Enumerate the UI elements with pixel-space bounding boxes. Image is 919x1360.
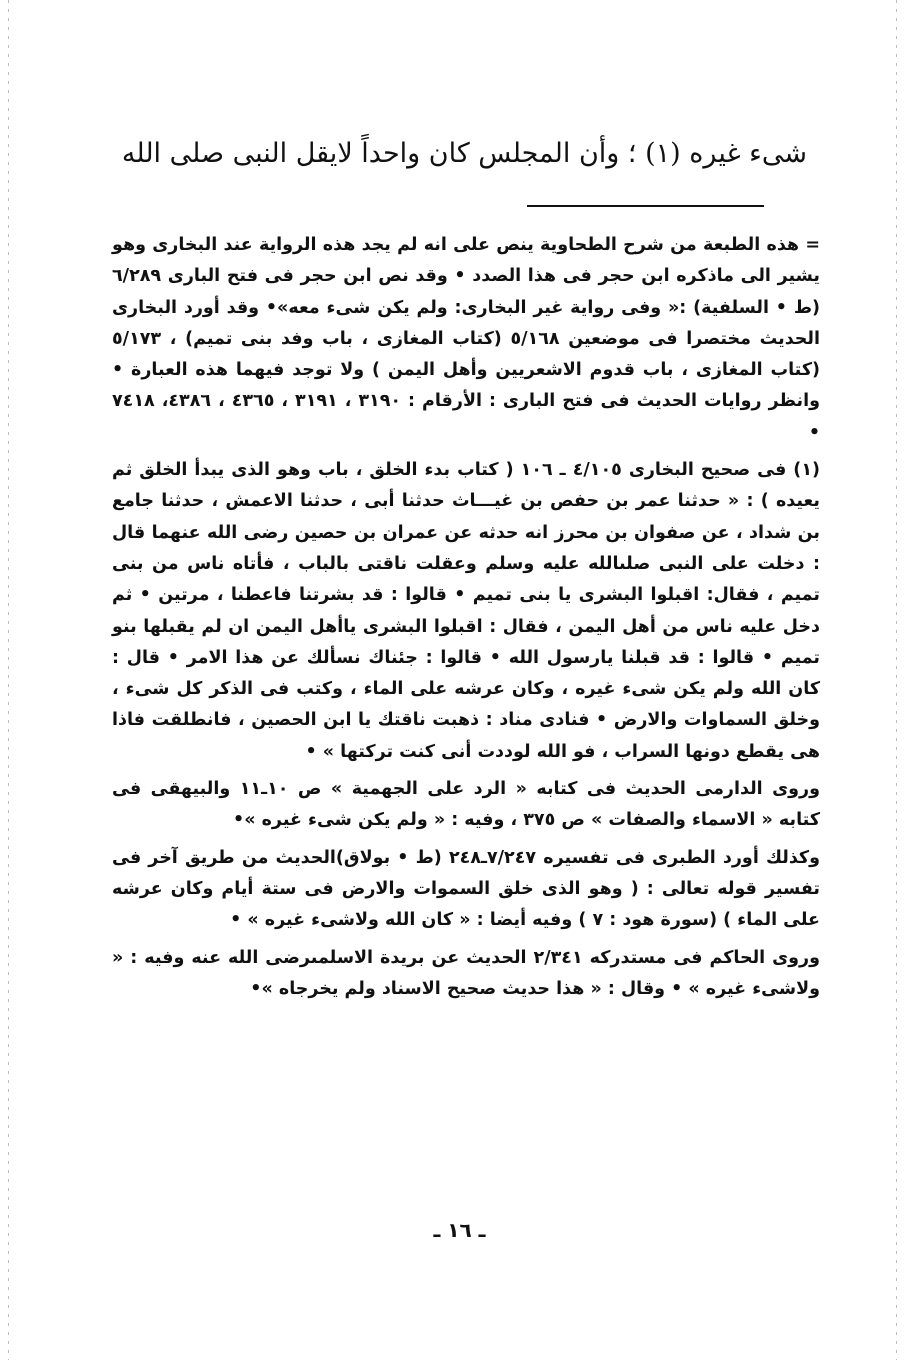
footnote-separator (527, 205, 764, 207)
scan-edge-left (8, 0, 9, 1360)
scan-edge-right (896, 0, 897, 1360)
footnote-paragraph-hakim: وروى الحاكم فى مستدركه ٢/٣٤١ الحديث عن بريدة الاسلمىرضى الله عنه وفيه : « ولاشىء غيره » • وقال : « هذا حديث صحيح الاسناد ولم يخرجاه »• (112, 947, 820, 999)
page-number: ـ ١٦ ـ (433, 1218, 486, 1242)
footnote-continuation: = هذه الطبعة من شرح الطحاوية ينص على انه لم يجد هذه الرواية عند البخارى وهو يشير الى ماذكره ابن حجر فى هذا الصدد • وقد نص ابن حجر فى فتح البارى ٦/٢٨٩ (ط • السلفية) :« وفى رواية غير البخارى: ولم يكن شىء معه»• وقد أورد البخارى الحديث مختصرا فى موضعين ٥/١٦٨ (كتاب المغازى ، باب وفد بنى تميم) ، ٥/١٧٣ (كتاب المغازى ، باب قدوم الاشعريين وأهل اليمن ) ولا توجد فيهما هذه العبارة • وانظر روايات الحديث فى فتح البارى : الأرقام : ٣١٩٠ ، ٣١٩١ ، ٤٣٦٥ ، ٤٣٨٦، ٧٤١٨ • (112, 235, 820, 443)
main-text-line: شىء غيره (١) ؛ وأن المجلس كان واحداً لايقل النبى صلى الله (121, 138, 807, 169)
footnote-1: (١) فى صحيح البخارى ٤/١٠٥ ـ ١٠٦ ( كتاب بدء الخلق ، باب وهو الذى يبدأ الخلق ثم يعيده ) : « حدثنا عمر بن حفص بن غيـــاث حدثنا أبى ، حدثنا الاعمش ، حدثنا جامع بن شداد ، عن صفوان بن محرز انه حدثه عن عمران بن حصين رضى الله عنهما قال : دخلت على النبى صلىالله عليه وسلم وعقلت ناقتى بالباب ، فأتاه ناس من بنى تميم ، فقال: اقبلوا البشرى يا بنى تميم • قالوا : قد بشرتنا فاعطنا ، مرتين • ثم دخل عليه ناس من أهل اليمن ، فقال : اقبلوا البشرى ياأهل اليمن ان لم يقبلها بنو تميم • قالوا : قد قبلنا يارسول الله • قالوا : جئناك نسألك عن هذا الامر • قال : كان الله ولم يكن شىء غيره ، وكان عرشه على الماء ، وكتب فى الذكر كل شىء ، وخلق السماوات والارض • فنادى مناد : ذهبت ناقتك يا ابن الحصين ، فانطلقت فاذا هى يقطع دونها السراب ، فو الله لوددت أنى كنت تركتها » • (112, 460, 820, 762)
footnotes (112, 230, 820, 1011)
footnote-paragraph-darimi: وروى الدارمى الحديث فى كتابه « الرد على الجهمية » ص ١٠ـ١١ والبيهقى فى كتابه « الاسماء والصفات » ص ٣٧٥ ، وفيه : « ولم يكن شىء غيره »• (112, 779, 821, 831)
footnote-paragraph-tabari: وكذلك أورد الطبرى فى تفسيره ٧/٢٤٧ـ٢٤٨ (ط • بولاق)الحديث من طريق آخر فى تفسير قوله تعالى : ( وهو الذى خلق السموات والارض فى ستة أيام وكان عرشه على الماء ) (سورة هود : ٧ ) وفيه أيضا : « كان الله ولاشىء غيره » • (112, 847, 820, 931)
